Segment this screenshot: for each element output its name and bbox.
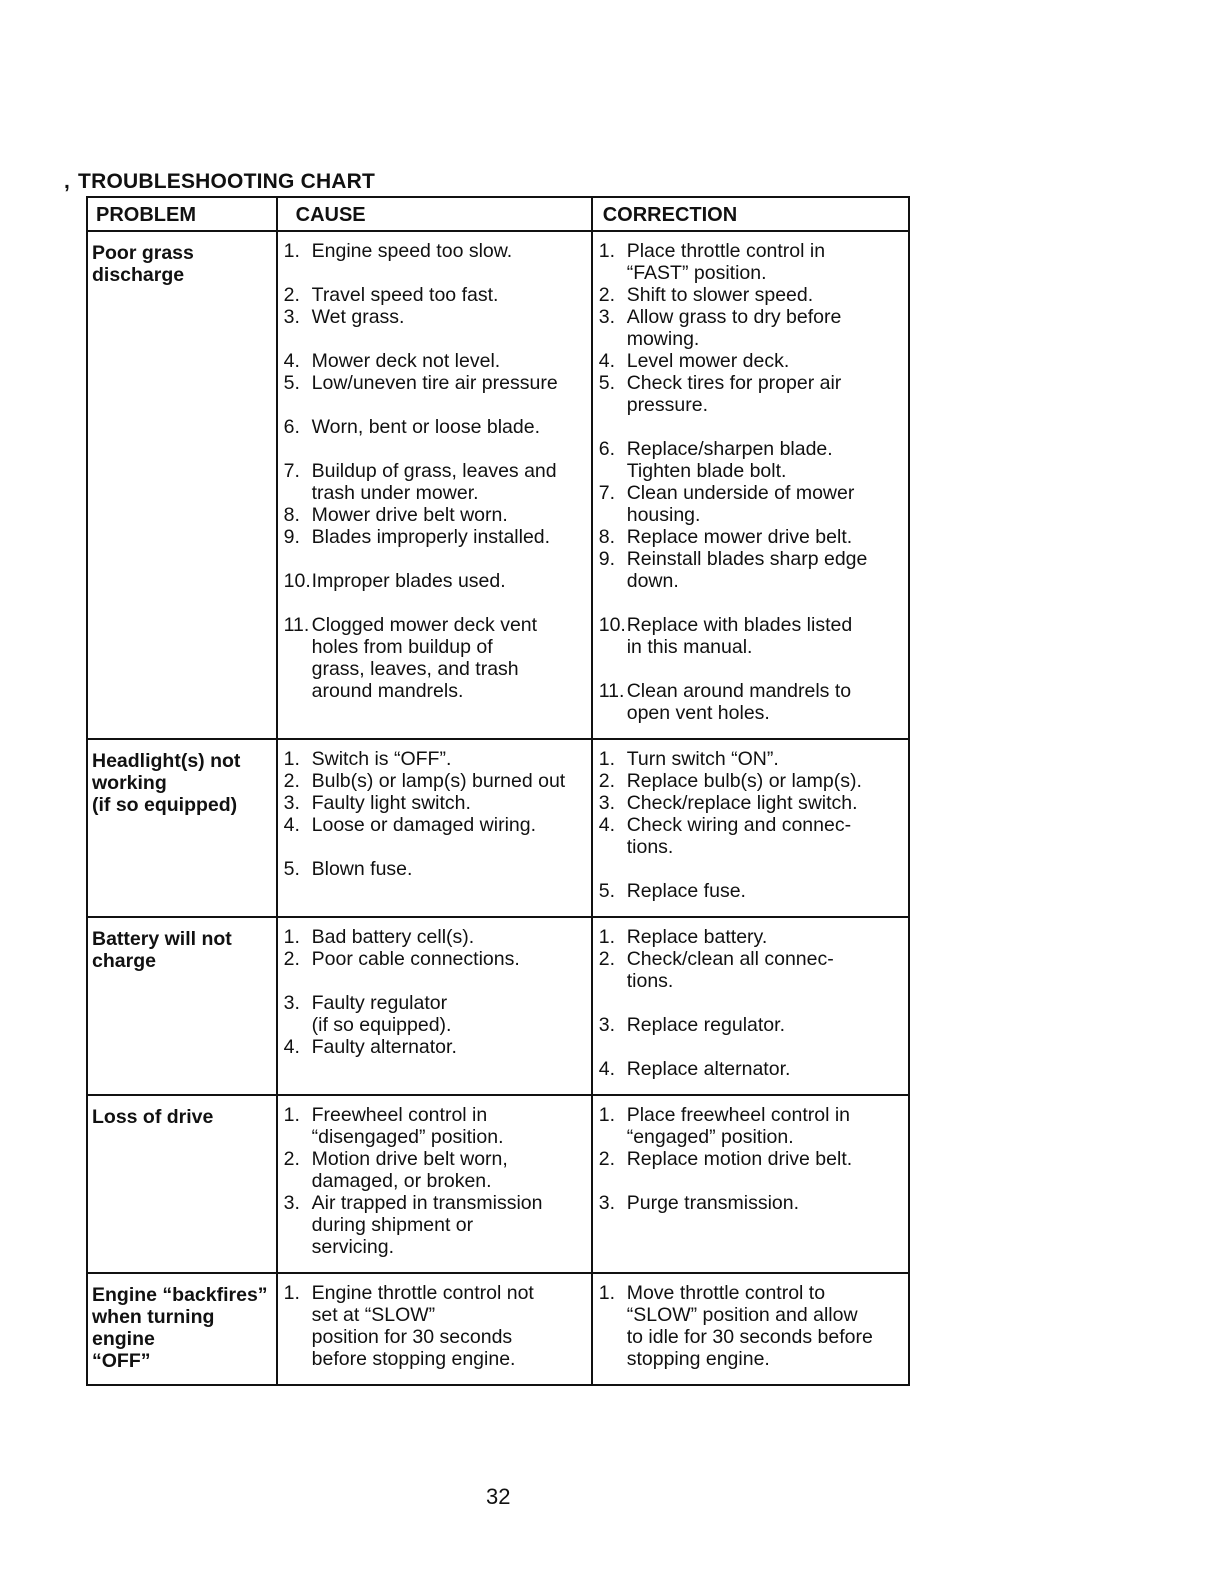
cause-text <box>312 792 587 814</box>
cause-number: 2. <box>283 284 300 306</box>
problem-line: charge <box>92 950 156 972</box>
cause-item <box>284 460 587 504</box>
correction-text <box>627 1148 904 1170</box>
cause-line: Mower deck not level. <box>311 350 501 372</box>
correction-text <box>627 372 904 416</box>
correction-cell <box>592 1273 909 1385</box>
cause-text <box>312 614 587 702</box>
correction-number: 9. <box>598 548 615 570</box>
cause-number: 11. <box>283 614 310 636</box>
cause-text <box>312 570 587 592</box>
cause-text <box>312 814 587 836</box>
problem-line: working <box>92 772 167 794</box>
correction-text <box>627 680 904 724</box>
cause-item <box>284 526 587 548</box>
cause-number: 5. <box>283 858 300 880</box>
correction-text <box>627 614 904 658</box>
correction-item <box>599 1014 904 1036</box>
cause-cell <box>277 231 592 739</box>
correction-text <box>627 438 904 482</box>
cause-text <box>312 1282 587 1370</box>
correction-text <box>627 770 904 792</box>
cause-cell <box>277 1095 592 1273</box>
correction-text <box>627 240 904 284</box>
correction-line: Place freewheel control in <box>626 1104 851 1126</box>
cause-text <box>312 372 587 394</box>
correction-line: Replace battery. <box>626 926 768 948</box>
correction-text <box>627 1282 904 1370</box>
correction-number: 1. <box>598 240 615 262</box>
correction-line: Check/clean all connec- <box>626 948 834 970</box>
cause-number: 1. <box>283 240 300 262</box>
correction-number: 1. <box>598 748 615 770</box>
correction-line: Check tires for proper air <box>626 372 842 394</box>
cause-line: Blown fuse. <box>311 858 413 880</box>
cause-text <box>312 284 587 306</box>
cause-cell <box>277 1273 592 1385</box>
problem-line: Headlight(s) not <box>92 750 241 772</box>
cause-text <box>312 460 587 504</box>
cause-item <box>284 770 587 792</box>
cause-line: Wet grass. <box>311 306 405 328</box>
cause-text <box>312 948 587 970</box>
cause-number: 5. <box>283 372 300 394</box>
correction-text <box>627 482 904 526</box>
correction-number: 1. <box>598 926 615 948</box>
title-mark: , <box>64 170 71 193</box>
correction-line: pressure. <box>626 394 709 416</box>
cause-line: Air trapped in transmission <box>311 1192 543 1214</box>
correction-line: open vent holes. <box>626 702 770 724</box>
cause-number: 3. <box>283 992 300 1014</box>
correction-item <box>599 482 904 526</box>
correction-line: mowing. <box>626 328 700 350</box>
correction-number: 4. <box>598 1058 615 1080</box>
correction-item <box>599 1192 904 1214</box>
header-correction: CORRECTION <box>592 197 909 231</box>
correction-text <box>627 748 904 770</box>
correction-number: 1. <box>598 1282 615 1304</box>
correction-line: down. <box>626 570 679 592</box>
correction-line: housing. <box>626 504 701 526</box>
correction-number: 3. <box>598 1014 615 1036</box>
cause-text <box>312 770 587 792</box>
correction-line: Replace motion drive belt. <box>626 1148 853 1170</box>
correction-text <box>627 926 904 948</box>
cause-cell <box>277 739 592 917</box>
correction-number: 10. <box>598 614 626 636</box>
correction-item <box>599 372 904 416</box>
correction-item <box>599 614 904 658</box>
cause-line: Clogged mower deck vent <box>311 614 538 636</box>
correction-number: 2. <box>598 770 615 792</box>
correction-number: 5. <box>598 372 615 394</box>
correction-number: 4. <box>598 814 615 836</box>
correction-text <box>627 350 904 372</box>
cause-text <box>312 240 587 262</box>
problem-cell <box>87 1095 277 1273</box>
cause-item <box>284 814 587 836</box>
correction-number: 11. <box>598 680 625 702</box>
cause-text <box>312 1192 587 1258</box>
correction-line: Replace mower drive belt. <box>626 526 853 548</box>
correction-item <box>599 948 904 992</box>
cause-line: before stopping engine. <box>311 1348 516 1370</box>
cause-number: 2. <box>283 770 300 792</box>
correction-number: 2. <box>598 1148 615 1170</box>
cause-item <box>284 504 587 526</box>
cause-item <box>284 416 587 438</box>
correction-item <box>599 1104 904 1148</box>
correction-line: “FAST” position. <box>626 262 767 284</box>
correction-cell <box>592 231 909 739</box>
correction-item <box>599 240 904 284</box>
correction-cell <box>592 917 909 1095</box>
table-row <box>87 1273 909 1385</box>
correction-line: Replace bulb(s) or lamp(s). <box>626 770 862 792</box>
correction-line: Replace/sharpen blade. <box>626 438 833 460</box>
cause-item <box>284 372 587 394</box>
correction-item <box>599 748 904 770</box>
cause-line: “disengaged” position. <box>311 1126 504 1148</box>
correction-line: Level mower deck. <box>626 350 790 372</box>
correction-line: Reinstall blades sharp edge <box>626 548 868 570</box>
cause-line: Engine speed too slow. <box>311 240 513 262</box>
correction-line: to idle for 30 seconds before <box>626 1326 873 1348</box>
cause-line: Loose or damaged wiring. <box>311 814 537 836</box>
problem-line: Engine “backfires” <box>92 1284 268 1306</box>
table-row <box>87 917 909 1095</box>
cause-line: Worn, bent or loose blade. <box>311 416 540 438</box>
cause-line: Faulty alternator. <box>311 1036 457 1058</box>
cause-line: Blades improperly installed. <box>311 526 551 548</box>
cause-line: Motion drive belt worn, <box>311 1148 508 1170</box>
cause-line: servicing. <box>311 1236 394 1258</box>
correction-line: Allow grass to dry before <box>626 306 842 328</box>
cause-item <box>284 240 587 262</box>
correction-number: 3. <box>598 306 615 328</box>
cause-item <box>284 992 587 1036</box>
cause-item <box>284 1148 587 1192</box>
cause-text <box>312 1104 587 1148</box>
cause-item <box>284 926 587 948</box>
cause-line: grass, leaves, and trash <box>311 658 519 680</box>
cause-line: holes from buildup of <box>311 636 493 658</box>
cause-text <box>312 926 587 948</box>
cause-line: (if so equipped). <box>311 1014 452 1036</box>
header-row <box>87 197 909 231</box>
correction-item <box>599 438 904 482</box>
problem-line: when turning <box>92 1306 215 1328</box>
cause-item <box>284 614 587 702</box>
cause-line: damaged, or broken. <box>311 1170 492 1192</box>
correction-text <box>627 792 904 814</box>
problem-line: engine <box>92 1328 155 1350</box>
correction-item <box>599 284 904 306</box>
cause-number: 1. <box>283 926 300 948</box>
cause-number: 3. <box>283 792 300 814</box>
cause-line: Low/uneven tire air pressure <box>311 372 558 394</box>
problem-cell <box>87 739 277 917</box>
correction-number: 6. <box>598 438 615 460</box>
header-problem: PROBLEM <box>87 197 277 231</box>
cause-item <box>284 858 587 880</box>
correction-number: 8. <box>598 526 615 548</box>
cause-number: 1. <box>283 1104 300 1126</box>
correction-item <box>599 548 904 592</box>
correction-line: Replace regulator. <box>626 1014 785 1036</box>
cause-text <box>312 1036 587 1058</box>
cause-text <box>312 306 587 328</box>
problem-line: (if so equipped) <box>92 794 238 816</box>
cause-line: Engine throttle control not <box>311 1282 534 1304</box>
correction-item <box>599 306 904 350</box>
page-number: 32 <box>486 1484 511 1509</box>
cause-item <box>284 1192 587 1258</box>
cause-line: Poor cable connections. <box>311 948 520 970</box>
cause-text <box>312 504 587 526</box>
cause-text <box>312 350 587 372</box>
cause-number: 8. <box>283 504 300 526</box>
correction-line: “engaged” position. <box>626 1126 794 1148</box>
correction-line: Replace with blades listed <box>626 614 853 636</box>
cause-number: 7. <box>283 460 300 482</box>
correction-item <box>599 1058 904 1080</box>
correction-line: tions. <box>626 970 674 992</box>
correction-text <box>627 1014 904 1036</box>
cause-item <box>284 350 587 372</box>
problem-line: “OFF” <box>92 1350 151 1372</box>
cause-line: Mower drive belt worn. <box>311 504 508 526</box>
correction-line: Move throttle control to <box>626 1282 826 1304</box>
cause-item <box>284 306 587 328</box>
correction-number: 3. <box>598 1192 615 1214</box>
cause-number: 3. <box>283 1192 300 1214</box>
cause-number: 4. <box>283 814 300 836</box>
cause-cell <box>277 917 592 1095</box>
cause-item <box>284 284 587 306</box>
correction-text <box>627 306 904 350</box>
cause-number: 4. <box>283 350 300 372</box>
cause-line: Improper blades used. <box>311 570 506 592</box>
correction-number: 1. <box>598 1104 615 1126</box>
problem-cell <box>87 917 277 1095</box>
cause-number: 2. <box>283 948 300 970</box>
correction-text <box>627 548 904 592</box>
correction-item <box>599 350 904 372</box>
cause-number: 1. <box>283 1282 300 1304</box>
cause-line: Bulb(s) or lamp(s) burned out <box>311 770 566 792</box>
correction-number: 7. <box>598 482 615 504</box>
correction-line: Tighten blade bolt. <box>626 460 787 482</box>
correction-text <box>627 880 904 902</box>
table-row <box>87 1095 909 1273</box>
correction-line: Replace fuse. <box>626 880 746 902</box>
correction-text <box>627 1192 904 1214</box>
table-row <box>87 739 909 917</box>
problem-cell <box>87 231 277 739</box>
correction-line: “SLOW” position and allow <box>626 1304 858 1326</box>
correction-number: 4. <box>598 350 615 372</box>
cause-number: 10. <box>283 570 311 592</box>
cause-line: Switch is “OFF”. <box>311 748 452 770</box>
cause-text <box>312 992 587 1036</box>
correction-item <box>599 792 904 814</box>
correction-text <box>627 284 904 306</box>
page-title <box>64 170 375 194</box>
cause-number: 2. <box>283 1148 300 1170</box>
cause-item <box>284 792 587 814</box>
cause-item <box>284 570 587 592</box>
correction-item <box>599 680 904 724</box>
cause-item <box>284 948 587 970</box>
cause-line: Faulty light switch. <box>311 792 471 814</box>
table-body <box>87 231 909 1385</box>
cause-text <box>312 1148 587 1192</box>
cause-text <box>312 526 587 548</box>
cause-item <box>284 1104 587 1148</box>
problem-line: Poor grass <box>92 242 194 264</box>
cause-item <box>284 1282 587 1370</box>
correction-text <box>627 1104 904 1148</box>
cause-line: Buildup of grass, leaves and <box>311 460 557 482</box>
cause-line: Faulty regulator <box>311 992 448 1014</box>
cause-line: during shipment or <box>311 1214 474 1236</box>
correction-item <box>599 770 904 792</box>
problem-line: discharge <box>92 264 185 286</box>
cause-number: 1. <box>283 748 300 770</box>
problem-cell <box>87 1273 277 1385</box>
cause-number: 3. <box>283 306 300 328</box>
correction-number: 5. <box>598 880 615 902</box>
problem-line: Battery will not <box>92 928 232 950</box>
correction-item <box>599 1282 904 1370</box>
correction-line: Turn switch “ON”. <box>626 748 779 770</box>
cause-item <box>284 1036 587 1058</box>
cause-number: 6. <box>283 416 300 438</box>
troubleshooting-table <box>86 196 910 1386</box>
correction-number: 3. <box>598 792 615 814</box>
cause-line: Bad battery cell(s). <box>311 926 475 948</box>
header-cause: CAUSE <box>277 197 592 231</box>
correction-line: Check/replace light switch. <box>626 792 858 814</box>
correction-item <box>599 526 904 548</box>
correction-number: 2. <box>598 284 615 306</box>
cause-line: Travel speed too fast. <box>311 284 499 306</box>
cause-text <box>312 748 587 770</box>
cause-line: set at “SLOW” <box>311 1304 436 1326</box>
correction-item <box>599 926 904 948</box>
correction-text <box>627 1058 904 1080</box>
correction-line: tions. <box>626 836 674 858</box>
cause-text <box>312 416 587 438</box>
correction-line: Place throttle control in <box>626 240 826 262</box>
correction-item <box>599 814 904 858</box>
cause-line: position for 30 seconds <box>311 1326 513 1348</box>
correction-line: Shift to slower speed. <box>626 284 814 306</box>
correction-line: stopping engine. <box>626 1348 770 1370</box>
cause-text <box>312 858 587 880</box>
correction-number: 2. <box>598 948 615 970</box>
correction-line: Purge transmission. <box>626 1192 800 1214</box>
cause-line: Freewheel control in <box>311 1104 488 1126</box>
correction-line: in this manual. <box>626 636 753 658</box>
correction-item <box>599 1148 904 1170</box>
correction-item <box>599 880 904 902</box>
cause-line: trash under mower. <box>311 482 479 504</box>
cause-number: 4. <box>283 1036 300 1058</box>
correction-line: Clean underside of mower <box>626 482 855 504</box>
correction-text <box>627 948 904 992</box>
title-text: TROUBLESHOOTING CHART <box>78 170 376 193</box>
correction-cell <box>592 1095 909 1273</box>
correction-line: Clean around mandrels to <box>626 680 852 702</box>
correction-cell <box>592 739 909 917</box>
table-row <box>87 231 909 739</box>
cause-line: around mandrels. <box>311 680 464 702</box>
cause-item <box>284 748 587 770</box>
correction-line: Replace alternator. <box>626 1058 791 1080</box>
correction-text <box>627 814 904 858</box>
problem-line: Loss of drive <box>92 1106 214 1128</box>
correction-text <box>627 526 904 548</box>
cause-number: 9. <box>283 526 300 548</box>
correction-line: Check wiring and connec- <box>626 814 852 836</box>
